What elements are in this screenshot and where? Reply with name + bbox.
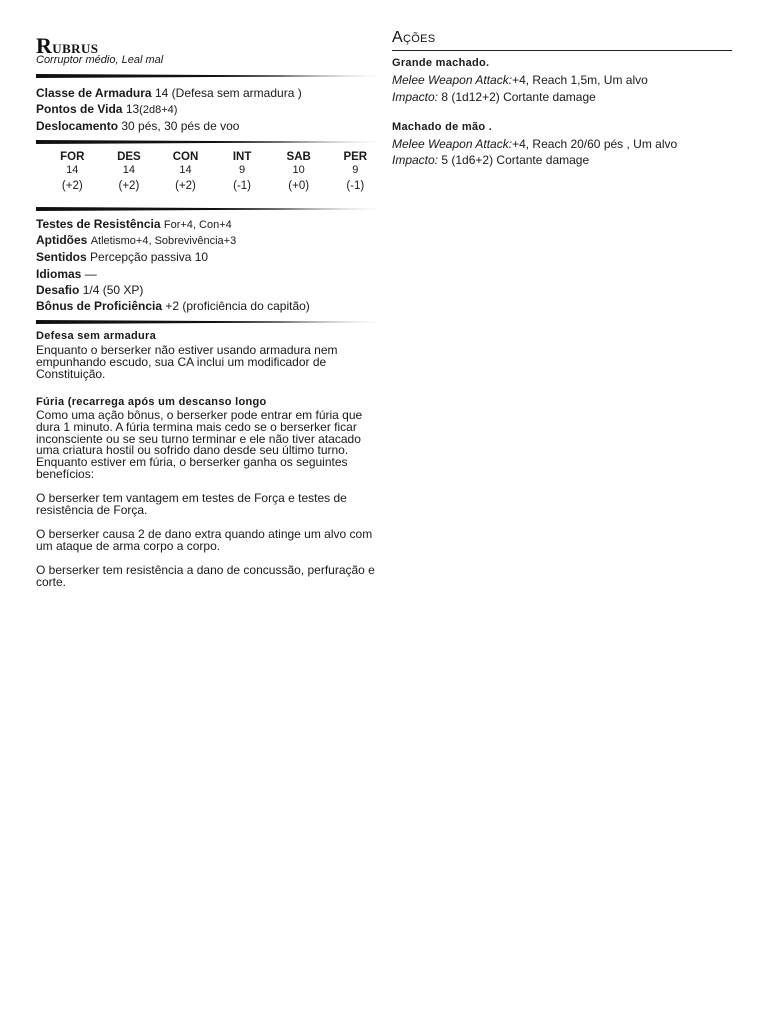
hit-points: Pontos de Vida 13(2d8+4) (36, 102, 178, 116)
proficiency-bonus: Bônus de Proficiência +2 (proficiência do capitão) (36, 299, 310, 313)
action-hit: Impacto: 5 (1d6+2) Cortante damage (392, 153, 590, 167)
ability-int: INT 9 (-1) (232, 151, 252, 192)
action-name: Machado de mão . (392, 121, 493, 133)
ability-per: PER 9 (-1) (343, 151, 368, 192)
action-hit: Impacto: 8 (1d12+2) Cortante damage (392, 90, 596, 104)
ability-des: DES 14 (+2) (117, 151, 141, 192)
divider (36, 320, 384, 324)
monster-name: Rubrus (36, 33, 99, 58)
action-attack: Melee Weapon Attack:+4, Reach 20/60 pés , Um alvo (392, 137, 678, 151)
ability-scores (44, 151, 384, 192)
ability-for: FOR 14 (+2) (60, 151, 85, 192)
divider (36, 207, 384, 211)
saving-throws: Testes de Resistência For+4, Con+4 (36, 217, 232, 231)
languages: Idiomas — (36, 267, 97, 281)
divider (36, 74, 384, 78)
ability-sab: SAB 10 (+0) (286, 151, 311, 192)
actions-rule (392, 50, 732, 51)
challenge: Desafio 1/4 (50 XP) (36, 283, 144, 297)
monster-subtitle: Corruptor médio, Leal mal (36, 54, 164, 66)
senses: Sentidos Percepção passiva 10 (36, 250, 209, 264)
armor-class: Classe de Armadura 14 (Defesa sem armadura ) (36, 86, 302, 100)
trait-text: O berserker tem vantagem em testes de Força e testes de resistência de Força. (36, 491, 347, 517)
trait-text: O berserker tem resistência a dano de concussão, perfuração e corte. (36, 563, 375, 589)
trait-text: Enquanto o berserker não estiver usando armadura nem empunhando escudo, sua CA inclui um modificador de Constituição. (36, 343, 338, 381)
skills: Aptidões Atletismo+4, Sobrevivência+3 (36, 233, 237, 247)
ability-con: CON 14 (+2) (172, 151, 199, 192)
divider (36, 140, 384, 144)
actions-heading: Ações (392, 29, 436, 46)
trait-text: Como uma ação bônus, o berserker pode entrar em fúria que dura 1 minuto. A fúria termina mais cedo se o berserker ficar inconsciente ou se seu turno terminar e ele não tiver atacado uma criatura hostil ou sofrido dano desde seu último turno. Enquanto estiver em fúria, o berserker ganha os seguintes benefícios: (36, 408, 363, 481)
trait-text: O berserker causa 2 de dano extra quando atinge um alvo com um ataque de arma corpo a corpo. (36, 527, 373, 553)
trait-title: Defesa sem armadura (36, 330, 157, 342)
trait-title: Fúria (recarrega após um descanso longo (36, 396, 267, 408)
action-name: Grande machado. (392, 57, 490, 69)
action-attack: Melee Weapon Attack:+4, Reach 1,5m, Um alvo (392, 73, 648, 87)
speed: Deslocamento 30 pés, 30 pés de voo (36, 119, 240, 133)
